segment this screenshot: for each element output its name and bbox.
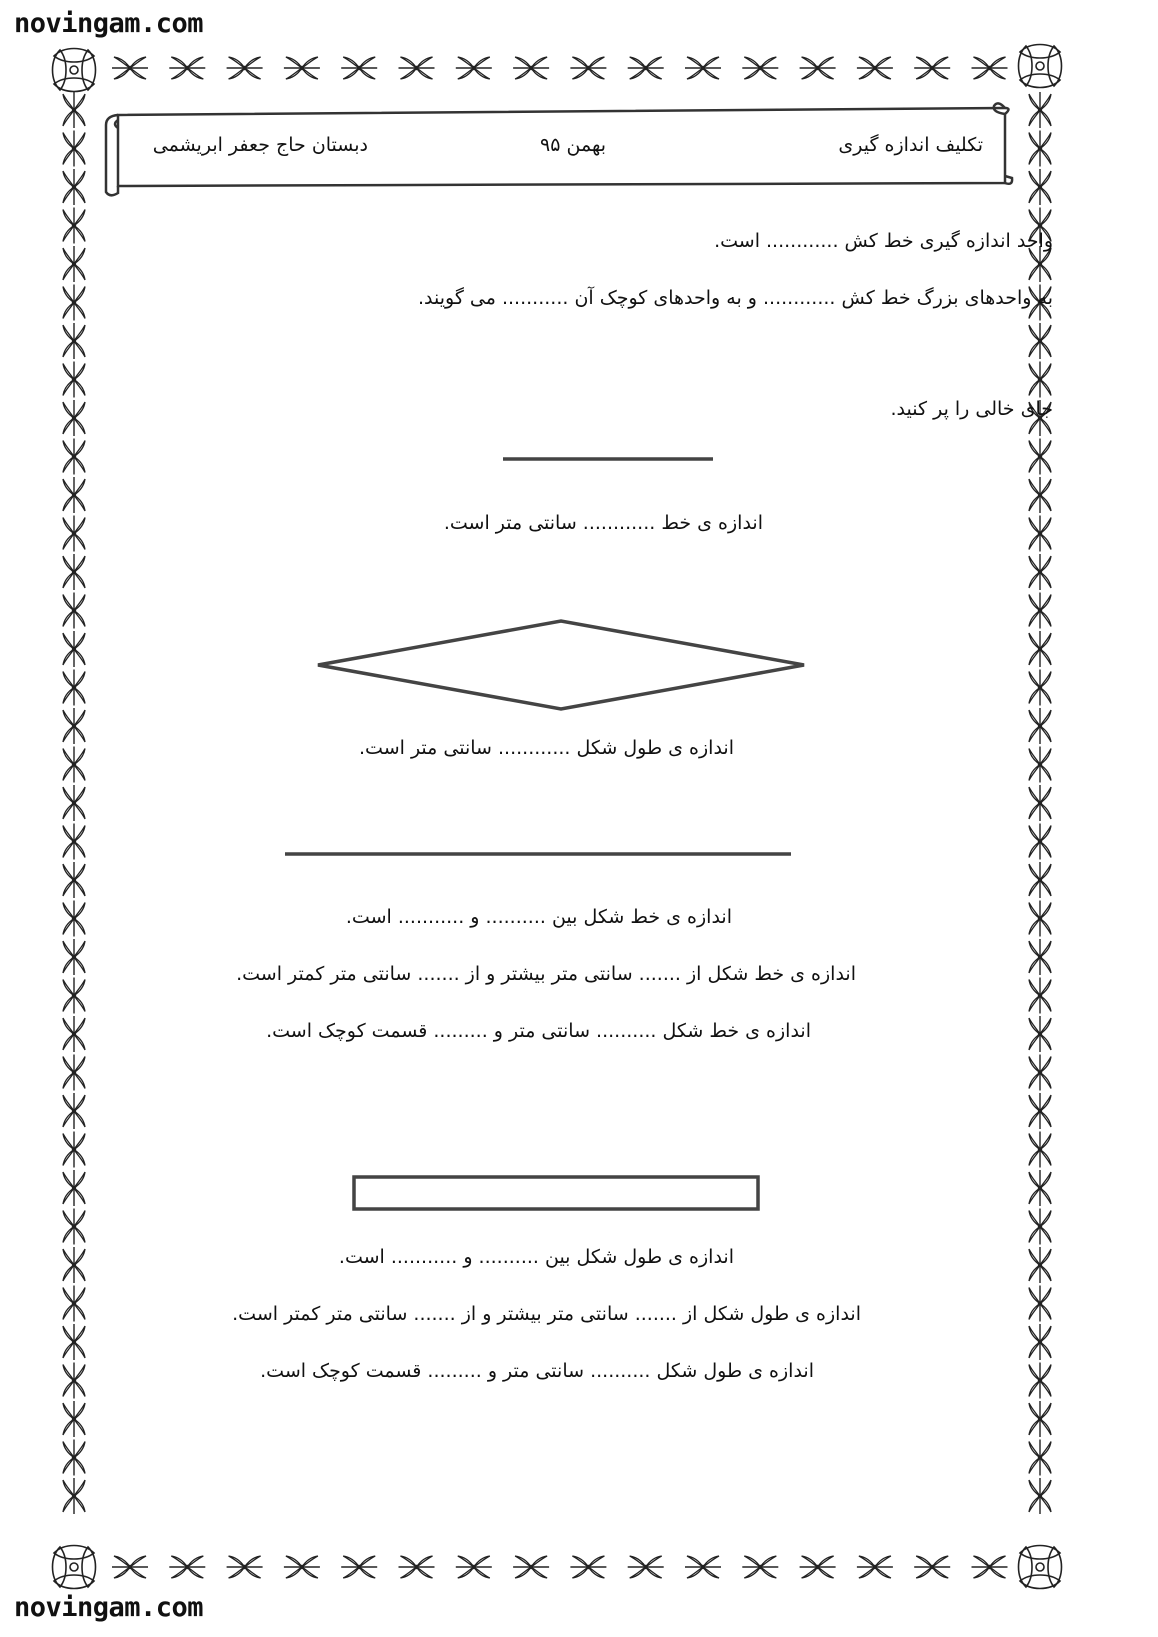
border-ornament [628, 57, 664, 79]
border-ornament [63, 1247, 85, 1283]
border-ornament [1029, 1132, 1051, 1168]
border-ornament [63, 1055, 85, 1091]
question-line-2-range: اندازه ی خط شکل از ....... سانتی متر بیشتر و از ....... سانتی متر کمتر است. [236, 963, 856, 985]
border-ornament [685, 1556, 721, 1578]
border-ornament [112, 57, 148, 79]
question-line-2-parts: اندازه ی خط شکل .......... سانتی متر و ......... قسمت کوچک است. [266, 1020, 811, 1042]
border-ornament [456, 57, 492, 79]
border-ornament [284, 57, 320, 79]
border-ornament [1029, 1093, 1051, 1129]
border-ornament [63, 246, 85, 282]
border-top-ornaments [112, 57, 1008, 79]
border-ornament [63, 747, 85, 783]
border-ornament [1029, 1286, 1051, 1322]
border-ornament [570, 57, 606, 79]
border-ornament [800, 57, 836, 79]
question-rect-between: اندازه ی طول شکل بین .......... و ........... است. [338, 1246, 734, 1268]
border-ornament [63, 285, 85, 321]
border-ornament [1029, 747, 1051, 783]
border-ornament [1029, 1363, 1051, 1399]
border-ornament [513, 57, 549, 79]
border-ornament [1029, 1324, 1051, 1360]
corner-ornament-bottom-left [53, 1546, 96, 1589]
border-ornament [1029, 708, 1051, 744]
border-ornament [1029, 901, 1051, 937]
border-bottom-ornaments [112, 1556, 1008, 1578]
corner-ornament-top-right [1019, 45, 1062, 88]
border-ornament [63, 1324, 85, 1360]
border-ornament [1029, 92, 1051, 128]
border-ornament [63, 1363, 85, 1399]
border-ornament [914, 57, 950, 79]
border-ornament [63, 1440, 85, 1476]
border-ornament [1029, 824, 1051, 860]
answer-diamond-length: اندازه ی طول شکل ............ سانتی متر است. [359, 737, 734, 759]
border-ornament [169, 1556, 205, 1578]
border-ornament [63, 1401, 85, 1437]
border-ornament [63, 1132, 85, 1168]
border-ornament [63, 708, 85, 744]
border-ornament [1029, 593, 1051, 629]
border-ornament [63, 400, 85, 436]
corner-ornament-bottom-right [1019, 1546, 1062, 1589]
border-ornament [63, 593, 85, 629]
border-ornament [1029, 1209, 1051, 1245]
border-ornament [63, 169, 85, 205]
corner-ornament-top-left [53, 49, 96, 92]
border-ornament [800, 1556, 836, 1578]
instruction-fill-blanks: جای خالی را پر کنید. [890, 398, 1053, 420]
border-ornament [63, 554, 85, 590]
border-ornament [63, 631, 85, 667]
worksheet-title: تکلیف اندازه گیری [838, 134, 983, 156]
question-rect-parts: اندازه ی طول شکل .......... سانتی متر و ......... قسمت کوچک است. [260, 1360, 814, 1382]
border-ornament [169, 57, 205, 79]
border-ornament [63, 978, 85, 1014]
border-ornament [63, 477, 85, 513]
border-ornament [742, 1556, 778, 1578]
border-ornament [1029, 670, 1051, 706]
border-ornament [1029, 362, 1051, 398]
border-ornament [63, 901, 85, 937]
school-name: دبستان حاج جعفر ابریشمی [152, 134, 368, 156]
border-ornament [1029, 1401, 1051, 1437]
border-ornament [857, 1556, 893, 1578]
question-line-2-between: اندازه ی خط شکل بین .......... و ........... است. [345, 906, 732, 928]
border-ornament [63, 92, 85, 128]
border-ornament [63, 1478, 85, 1514]
question-ruler-units-names: به واحدهای بزرگ خط کش ............ و به واحدهای کوچک آن ........... می گویند. [417, 287, 1053, 309]
border-ornament [972, 1556, 1008, 1578]
border-ornament [1029, 978, 1051, 1014]
border-ornament [914, 1556, 950, 1578]
border-ornament [227, 1556, 263, 1578]
border-ornament [1029, 439, 1051, 475]
measure-diamond-shape [318, 621, 804, 709]
border-ornament [1029, 477, 1051, 513]
border-ornament [63, 516, 85, 552]
border-ornament [1029, 516, 1051, 552]
border-ornament [63, 1286, 85, 1322]
border-ornament [1029, 862, 1051, 898]
border-ornament [1029, 169, 1051, 205]
border-ornament [63, 670, 85, 706]
watermark-top: novingam.com [14, 8, 204, 39]
border-ornament [628, 1556, 664, 1578]
border-ornament [972, 57, 1008, 79]
border-ornament [1029, 1055, 1051, 1091]
border-ornament [570, 1556, 606, 1578]
border-ornament [112, 1556, 148, 1578]
worksheet-date: بهمن ۹۵ [540, 134, 606, 156]
border-ornament [399, 1556, 435, 1578]
border-ornament [63, 323, 85, 359]
border-ornament [1029, 785, 1051, 821]
measure-rectangle-shape [354, 1177, 758, 1209]
border-ornament [1029, 1247, 1051, 1283]
border-left-ornaments [63, 92, 85, 1514]
border-ornament [1029, 323, 1051, 359]
border-ornament [1029, 1478, 1051, 1514]
border-ornament [284, 1556, 320, 1578]
answer-line-1-length: اندازه ی خط ............ سانتی متر است. [443, 512, 763, 534]
border-ornament [341, 1556, 377, 1578]
border-ornament [63, 1170, 85, 1206]
border-ornament [227, 57, 263, 79]
border-ornament [1029, 631, 1051, 667]
border-ornament [1029, 1170, 1051, 1206]
border-ornament [1029, 939, 1051, 975]
border-ornament [63, 1209, 85, 1245]
border-ornament [63, 208, 85, 244]
border-ornament [63, 439, 85, 475]
question-ruler-unit: واحد اندازه گیری خط کش ............ است. [714, 230, 1053, 252]
border-ornament [63, 939, 85, 975]
border-ornament [341, 57, 377, 79]
border-ornament [63, 362, 85, 398]
border-ornament [399, 57, 435, 79]
border-ornament [857, 57, 893, 79]
question-rect-range: اندازه ی طول شکل از ....... سانتی متر بیشتر و از ....... سانتی متر کمتر است. [232, 1303, 861, 1325]
border-ornament [63, 824, 85, 860]
border-ornament [742, 57, 778, 79]
border-ornament [513, 1556, 549, 1578]
border-ornament [63, 1093, 85, 1129]
border-ornament [63, 785, 85, 821]
border-ornament [63, 862, 85, 898]
watermark-bottom: novingam.com [14, 1592, 204, 1623]
border-ornament [456, 1556, 492, 1578]
border-ornament [63, 131, 85, 167]
border-ornament [685, 57, 721, 79]
border-ornament [1029, 1440, 1051, 1476]
border-ornament [1029, 554, 1051, 590]
border-ornament [63, 1016, 85, 1052]
border-ornament [1029, 1016, 1051, 1052]
border-ornament [1029, 131, 1051, 167]
